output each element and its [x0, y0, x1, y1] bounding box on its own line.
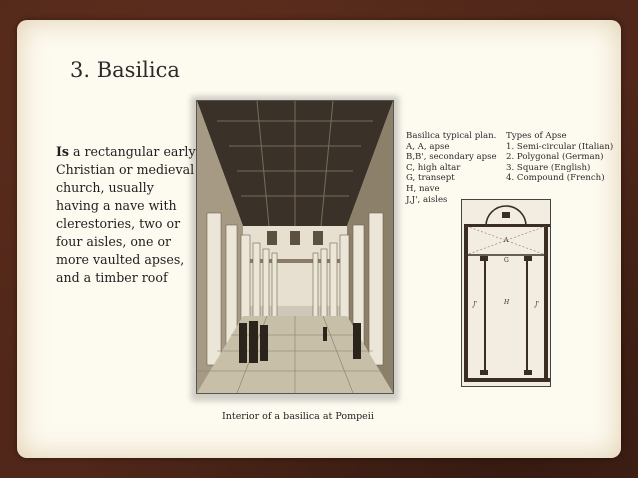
plan-label-transept: G	[504, 257, 509, 264]
floor-plan-drawing	[462, 200, 550, 386]
apse-legend	[506, 131, 613, 184]
body-paragraph	[56, 143, 196, 287]
plan-legend-item: A, A, apse	[406, 141, 450, 152]
plan-legend-item: J,J', aisles	[406, 194, 448, 205]
apse-legend-item: 2. Polygonal (German)	[506, 152, 604, 163]
slide-title: 3. Basilica	[70, 58, 180, 82]
plan-legend-heading: Basilica typical plan.	[406, 131, 497, 141]
apse-legend-item: 1. Semi-circular (Italian)	[506, 141, 614, 152]
apse-legend-item: 3. Square (English)	[506, 162, 591, 173]
body-text: a rectangular early Christian or medieval church, usually having a nave with clerestories, two or four aisles, one or more vaulted apses, and a timber roof	[56, 144, 196, 285]
plan-label-nave: H	[504, 299, 510, 306]
image-caption: Interior of a basilica at Pompeii	[222, 411, 374, 422]
plan-legend-item: H, nave	[406, 183, 440, 194]
plan-legend-item: C, high altar	[406, 162, 461, 173]
basilica-interior-image	[196, 100, 394, 394]
plan-legend-item: B,B', secondary apse	[406, 152, 497, 163]
plan-label-apse: A	[504, 237, 509, 244]
apse-legend-item: 4. Compound (French)	[506, 173, 605, 184]
plan-legend-item: G, transept	[406, 173, 455, 184]
apse-legend-heading: Types of Apse	[506, 131, 567, 141]
basilica-floor-plan	[461, 199, 551, 387]
body-first-word: Is	[56, 144, 69, 159]
plan-label-aisle-left: J'	[473, 301, 478, 308]
basilica-engraving	[197, 101, 393, 393]
plan-label-aisle-right: J'	[535, 301, 540, 308]
plan-legend	[406, 131, 497, 205]
